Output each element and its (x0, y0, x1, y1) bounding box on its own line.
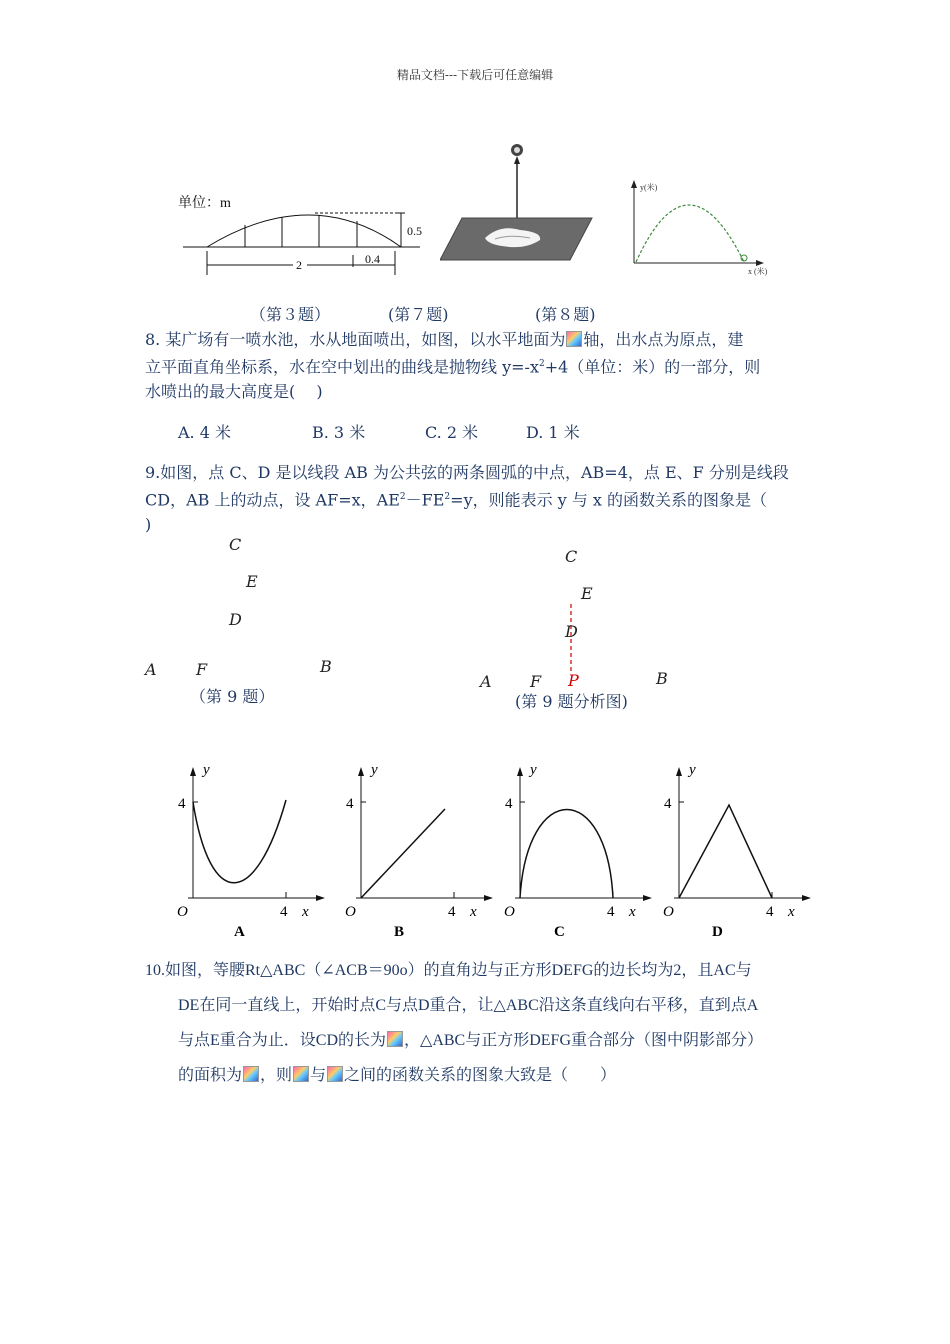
caption-q9: （第 9 题） (190, 687, 275, 706)
graph-c-4x: 4 (607, 904, 615, 920)
q9-right-A: A (480, 672, 492, 691)
q10-line4 (178, 1058, 838, 1093)
graph-a-4x: 4 (280, 904, 288, 920)
q8-option-a: A. 4 米 (178, 423, 231, 442)
graph-c-letter: C (554, 924, 565, 940)
q8-line2b: +4（单位：米）的一部分，则 (544, 357, 761, 377)
caption-q9-analysis: (第 9 题分析图) (515, 692, 628, 711)
q9-left-C: C (229, 535, 242, 554)
q9-line1: 9.如图，点 C、D 是以线段 AB 为公共弦的两条圆弧的中点，AB=4，点 E、F 分别是线段 (145, 463, 789, 482)
q9-left-D: D (229, 610, 242, 629)
q9-sup1: 2 (399, 492, 406, 502)
broken-image-icon (243, 1066, 259, 1082)
figure-q7-ball-on-plane (440, 140, 595, 265)
fig3-unit: 单位：m (178, 196, 231, 211)
caption-q3: （第３题） (250, 305, 331, 324)
graph-b-4x: 4 (448, 904, 456, 920)
graph-b-x: x (470, 904, 477, 920)
graph-c-y: y (530, 762, 537, 778)
graph-a-4y: 4 (178, 796, 186, 812)
graph-d-4y: 4 (664, 796, 672, 812)
fig3-width: 2 (296, 258, 302, 272)
graph-a-y: y (203, 762, 210, 778)
q9-left-E: E (246, 572, 258, 591)
q8-line3: 水喷出的最大高度是( ) (145, 382, 323, 402)
graph-b-letter: B (394, 924, 405, 940)
q10-line3 (178, 1023, 838, 1058)
q9-right-D: D (565, 622, 578, 641)
graph-c-4y: 4 (505, 796, 513, 812)
q9-line2a: CD，AB 上的动点，设 AF=x，AE (145, 490, 400, 510)
q8-option-b: B. 3 米 (312, 423, 366, 442)
figure-q3-fountain-arc (175, 185, 435, 285)
graph-c-x: x (629, 904, 636, 920)
q10-line1: 10.如图，等腰Rt△ABC（∠ACB＝90o）的直角边与正方形DEFG的边长均为2，且AC与 (145, 962, 752, 979)
q8-line1a: 8. 某广场有一喷水池，水从地面喷出，如图，以水平地面为 (145, 330, 566, 349)
graph-b-y: y (371, 762, 378, 778)
broken-image-icon (293, 1066, 309, 1082)
caption-q8: (第８题) (535, 305, 596, 324)
graph-a-o: O (177, 904, 188, 920)
graph-b (345, 762, 493, 940)
q9-line3: ) (145, 515, 152, 535)
graph-b-4y: 4 (346, 796, 354, 812)
graph-d-4x: 4 (766, 904, 774, 920)
q10-line4b: ，则 (260, 1067, 293, 1084)
graph-a-x: x (302, 904, 309, 920)
q9-right-B: B (656, 669, 668, 688)
q8-option-c: C. 2 米 (425, 423, 479, 442)
q9-line2b: －FE (405, 490, 445, 510)
q9-answer-graphs (170, 760, 830, 945)
broken-image-icon (387, 1031, 403, 1047)
q10-line3a: 与点E重合为止．设CD的长为 (178, 1032, 387, 1049)
q9-left-B: B (320, 657, 332, 676)
q8-option-d: D. 1 米 (526, 423, 580, 442)
q9-right-E: E (581, 584, 593, 603)
page-header: 精品文档---下载后可任意编辑 (396, 68, 554, 82)
broken-image-icon (327, 1066, 343, 1082)
q8-text (145, 327, 825, 404)
fig3-offset: 0.4 (365, 252, 380, 266)
graph-d-y: y (689, 762, 696, 778)
graph-d-x: x (788, 904, 795, 920)
q10-line4a: 的面积为 (178, 1067, 243, 1084)
graph-d-letter: D (712, 924, 723, 940)
q9-sup2: 2 (444, 492, 451, 502)
q8-line1b: 轴，出水点为原点，建 (583, 330, 744, 349)
fig8-ylabel: y(米) (640, 183, 658, 192)
graph-c-o: O (504, 904, 515, 920)
graph-a (177, 762, 325, 940)
q9-right-C: C (565, 547, 578, 566)
q9-left-A: A (145, 660, 157, 679)
caption-q7: (第７题) (388, 305, 449, 324)
fig3-height: 0.5 (407, 224, 422, 238)
graph-a-letter: A (234, 924, 245, 940)
graph-b-o: O (345, 904, 356, 920)
broken-image-icon (566, 331, 582, 347)
q8-line2a: 立平面直角坐标系，水在空中划出的曲线是抛物线 y=-x (145, 357, 539, 377)
q10-line2: DE在同一直线上，开始时点C与点D重合，让△ABC沿这条直线向右平移，直到点A (178, 997, 759, 1014)
graph-d (663, 762, 811, 940)
q9-right-P: P (568, 671, 579, 690)
fig8-xlabel: x (米) (748, 267, 768, 276)
figure-q8-parabola (620, 178, 785, 278)
q9-line2c: =y，则能表示 y 与 x 的函数关系的图象是（ (450, 490, 768, 510)
q9-right-F: F (530, 672, 542, 691)
q8-sup: 2 (538, 359, 545, 369)
q9-text (145, 460, 825, 537)
graph-c (504, 762, 652, 940)
q10-line3b: ，△ABC与正方形DEFG重合部分（图中阴影部分） (404, 1032, 764, 1049)
graph-d-o: O (663, 904, 674, 920)
q9-left-F: F (196, 660, 208, 679)
q10-line4d: 之间的函数关系的图象大致是（ ） (344, 1067, 617, 1084)
q10-line4c: 与 (310, 1067, 327, 1084)
